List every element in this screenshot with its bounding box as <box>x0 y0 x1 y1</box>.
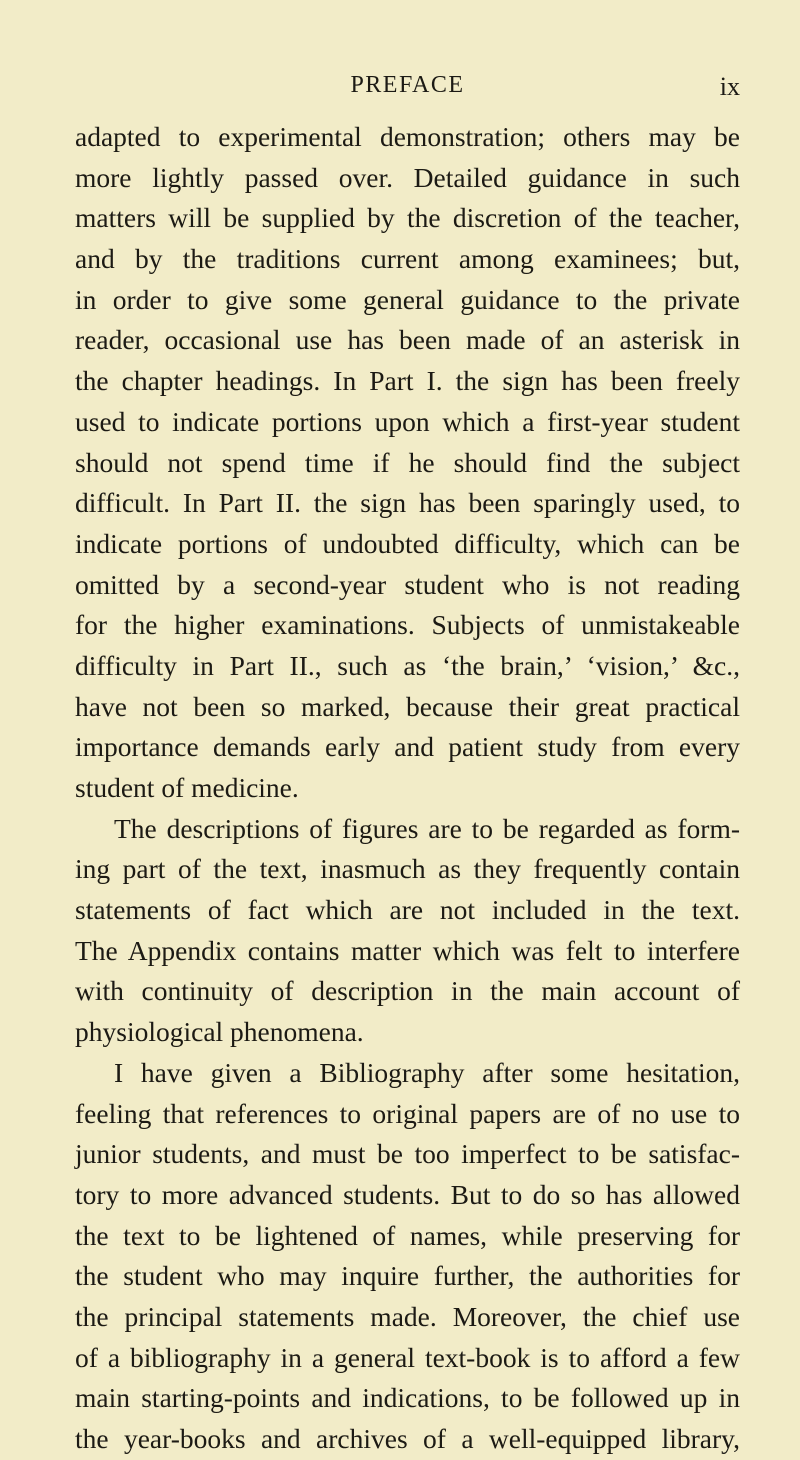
text-line: the chapter headings. In Part I. the sign has been freely <box>75 365 740 397</box>
text-line: the text to be lightened of names, while preserving for <box>75 1219 740 1251</box>
text-line: of a bibliography in a general text-book is to afford a few <box>75 1341 740 1373</box>
text-line: the principal statements made. Moreover, the chief use <box>75 1300 740 1332</box>
text-line: in order to give some general guidance to the private <box>75 283 740 315</box>
text-line: student of medicine. <box>75 772 299 803</box>
text-line: have not been so marked, because their great practical <box>75 690 740 722</box>
text-line: omitted by a second-year student who is not reading <box>75 568 740 600</box>
text-line: ing part of the text, inasmuch as they frequently contain <box>75 853 740 885</box>
text-line: matters will be supplied by the discretion of the teacher, <box>75 202 740 234</box>
text-line: indicate portions of undoubted difficulty, which can be <box>75 527 740 559</box>
text-line: difficult. In Part II. the sign has been sparingly used, to <box>75 487 740 519</box>
text-line: I have given a Bibliography after some hesitation, <box>114 1056 740 1088</box>
text-line: statements of fact which are not included in the text. <box>75 894 740 926</box>
text-line: reader, occasional use has been made of an asterisk in <box>75 324 740 356</box>
text-line: The descriptions of figures are to be regarded as form- <box>114 812 740 844</box>
text-line: tory to more advanced students. But to do so has allowed <box>75 1178 740 1210</box>
text-line: physiological phenomena. <box>75 1016 364 1048</box>
text-line: more lightly passed over. Detailed guidance in such <box>75 161 740 193</box>
text-line: used to indicate portions upon which a first-year student <box>75 405 740 437</box>
text-line: The Appendix contains matter which was felt to interfere <box>75 934 740 966</box>
text-line: with continuity of description in the main account of <box>75 975 740 1007</box>
text-line: the year-books and archives of a well-equipped library, <box>75 1423 740 1454</box>
text-line: importance demands early and patient study from every <box>75 731 740 763</box>
page-header <box>75 70 740 110</box>
text-line: and by the traditions current among examinees; but, <box>75 243 740 275</box>
text-line: should not spend time if he should find the subject <box>75 446 740 478</box>
text-line: for the higher examinations. Subjects of unmistakeable <box>75 609 740 641</box>
running-title: PREFACE <box>350 72 465 98</box>
text-line: main starting-points and indications, to be followed up in <box>75 1382 740 1414</box>
text-line: adapted to experimental demonstration; others may be <box>75 121 740 152</box>
text-line: the student who may inquire further, the authorities for <box>75 1260 740 1292</box>
page-number: ix <box>719 72 740 101</box>
text-line: junior students, and must be too imperfect to be satisfac- <box>75 1138 740 1170</box>
text-line: difficulty in Part II., such as ‘the brain,’ ‘vision,’ &c., <box>75 649 740 681</box>
text-line: feeling that references to original papers are of no use to <box>75 1097 740 1129</box>
body-text <box>75 117 740 1460</box>
